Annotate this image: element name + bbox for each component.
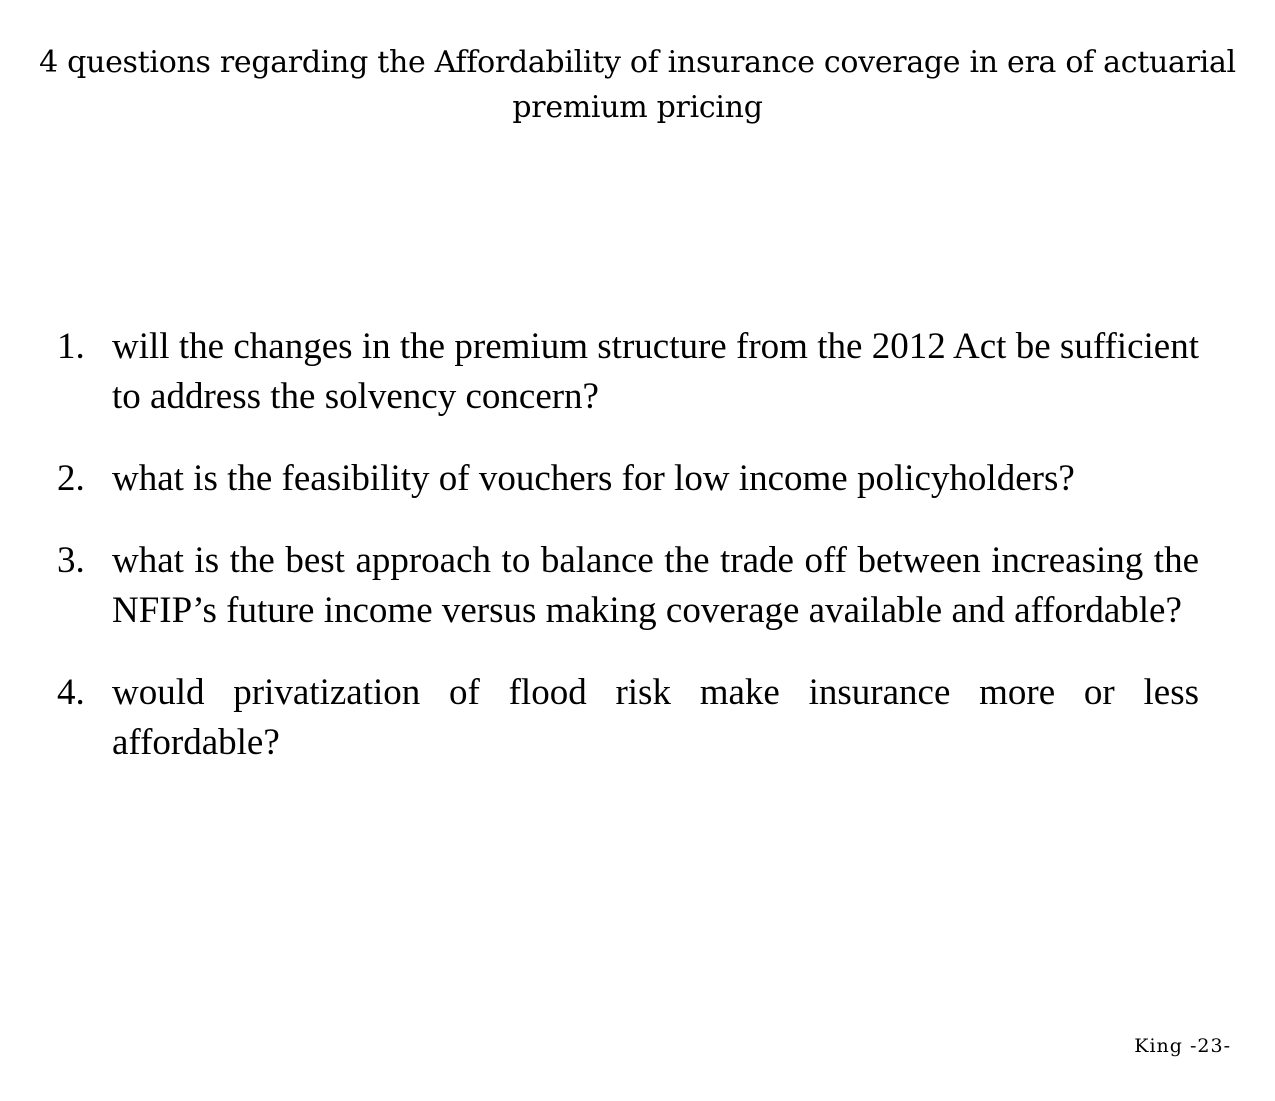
page-footer: King -23- bbox=[1134, 1035, 1231, 1057]
question-number: 1. bbox=[57, 326, 85, 367]
question-text: what is the best approach to balance the trade off between increasing the NFIP’s future income versus making coverage available and affordable? bbox=[112, 540, 1199, 631]
question-number: 4. bbox=[57, 672, 85, 713]
question-text: would privatization of flood risk make insurance more or less affordable? bbox=[112, 672, 1199, 763]
question-text: will the changes in the premium structure from the 2012 Act be sufficient to address the solvency concern? bbox=[112, 326, 1199, 417]
question-number: 2. bbox=[57, 458, 85, 499]
question-text: what is the feasibility of vouchers for low income policyholders? bbox=[112, 458, 1075, 499]
list-item bbox=[57, 322, 1199, 422]
question-list bbox=[57, 322, 1199, 800]
list-item bbox=[57, 454, 1199, 504]
list-item bbox=[57, 536, 1199, 636]
slide-title: 4 questions regarding the Affordability of insurance coverage in era of actuarial premium pricing bbox=[39, 45, 1236, 125]
list-item bbox=[57, 668, 1199, 768]
question-number: 3. bbox=[57, 540, 85, 581]
